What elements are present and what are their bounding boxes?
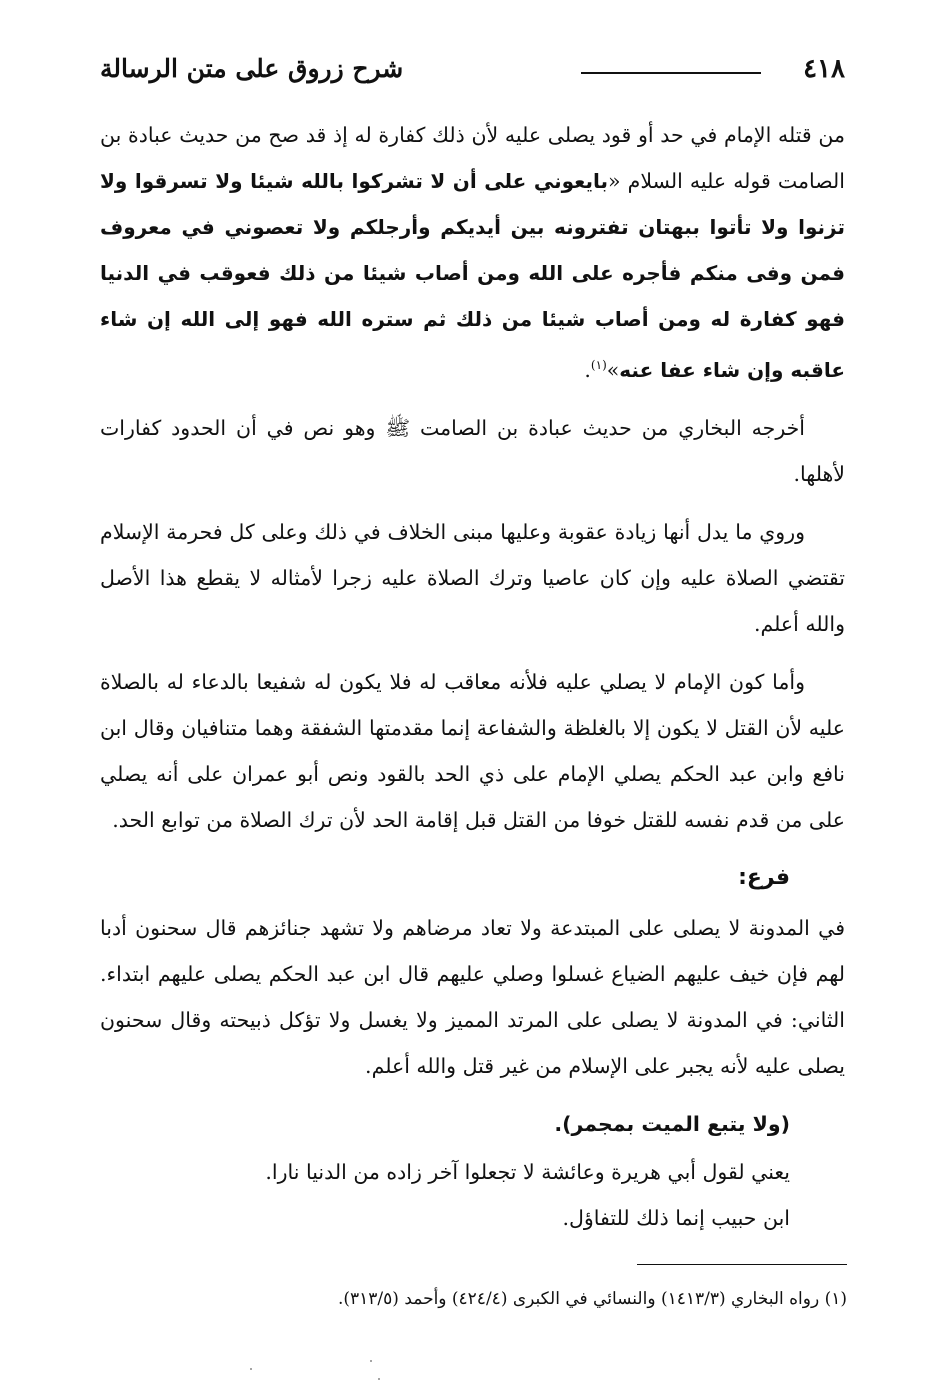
running-title: شرح زروق على متن الرسالة xyxy=(100,54,404,83)
quote-close: » xyxy=(606,357,620,382)
paragraph-5: في المدونة لا يصلى على المبتدعة ولا تعاد مرضاهم ولا تشهد جنائزهم قال سحنون أدبا لهم فإن خيف عليهم الضياع غسلوا وصلي عليهم قال ابن عبد الحكم يصلى عليهم ابتداء. الثاني: في المدونة لا يصلى على المرتد المميز ولا يغسل ولا تؤكل ذبيحته وقال سحنون يصلى عليه لأنه يجبر على الإسلام من غير قتل والله أعلم. xyxy=(100,915,845,1078)
footnote-rule xyxy=(637,1264,847,1265)
paragraph-4: وأما كون الإمام لا يصلي عليه فلأنه معاقب له فلا يكون له شفيعا بالدعاء له بالصلاة عليه لأن القتل لا يكون إلا بالغلظة والشفاعة إنما مقدمتها الشفقة وهما متنافيان وقال ابن نافع وابن عبد الحكم يصلي الإمام على ذي الحد بالقود ونص أبو عمران على أنه يصلي على من قدم نفسه للقتل خوفا من القتل قبل إقامة الحد لأن ترك الصلاة من توابع الحد. xyxy=(100,669,845,832)
page-number: ٤١٨ xyxy=(803,54,845,84)
section-heading: فرع: xyxy=(738,864,790,890)
scan-speck xyxy=(250,1368,252,1370)
paragraph-1-end: . xyxy=(584,357,591,382)
scan-speck xyxy=(378,1378,380,1380)
scan-speck xyxy=(370,1360,372,1362)
paragraph-1 xyxy=(100,112,845,393)
page-header xyxy=(100,52,845,92)
main-text xyxy=(100,112,845,1241)
commentary-line-2: ابن حبيب إنما ذلك للتفاؤل. xyxy=(562,1205,790,1230)
hadith-quote: بايعوني على أن لا تشركوا بالله شيئا ولا تسرقوا ولا تزنوا ولا تأتوا ببهتان تفترونه بين أيديكم وأرجلكم ولا تعصوني في معروف فمن وفى منكم فأجره على الله ومن أصاب شيئا من ذلك فعوقب في الدنيا فهو كفارة له ومن أصاب شيئا من ذلك ثم ستره الله فهو إلى الله إن شاء عاقبه وإن شاء عفا عنه xyxy=(100,169,845,382)
commentary-line-1: يعني لقول أبي هريرة وعائشة لا تجعلوا آخر زاده من الدنيا نارا. xyxy=(265,1159,790,1184)
paragraph-2: أخرجه البخاري من حديث عبادة بن الصامت ﷺ وهو نص في أن الحدود كفارات لأهلها. xyxy=(100,415,845,486)
paragraph-1-intro: من قتله الإمام في حد أو قود يصلى عليه لأن ذلك كفارة له إذ قد صح من حديث عبادة بن الصامت قوله عليه السلام « xyxy=(100,123,845,193)
header-rule xyxy=(581,72,761,74)
footnote: (١) رواه البخاري (١٤١٣/٣) والنسائي في الكبرى (٤٢٤/٤) وأحمد (٣١٣/٥). xyxy=(337,1289,847,1309)
paragraph-3: وروي ما يدل أنها زيادة عقوبة وعليها مبنى الخلاف في ذلك وعلى كل فحرمة الإسلام تقتضي الصلاة عليه وإن كان عاصيا وترك الصلاة عليه زجرا لأمثاله لا يقطع هذا الأصل والله أعلم. xyxy=(100,519,845,636)
footnote-marker: (١) xyxy=(590,358,607,372)
matn-line: (ولا يتبع الميت بمجمر). xyxy=(554,1111,790,1136)
